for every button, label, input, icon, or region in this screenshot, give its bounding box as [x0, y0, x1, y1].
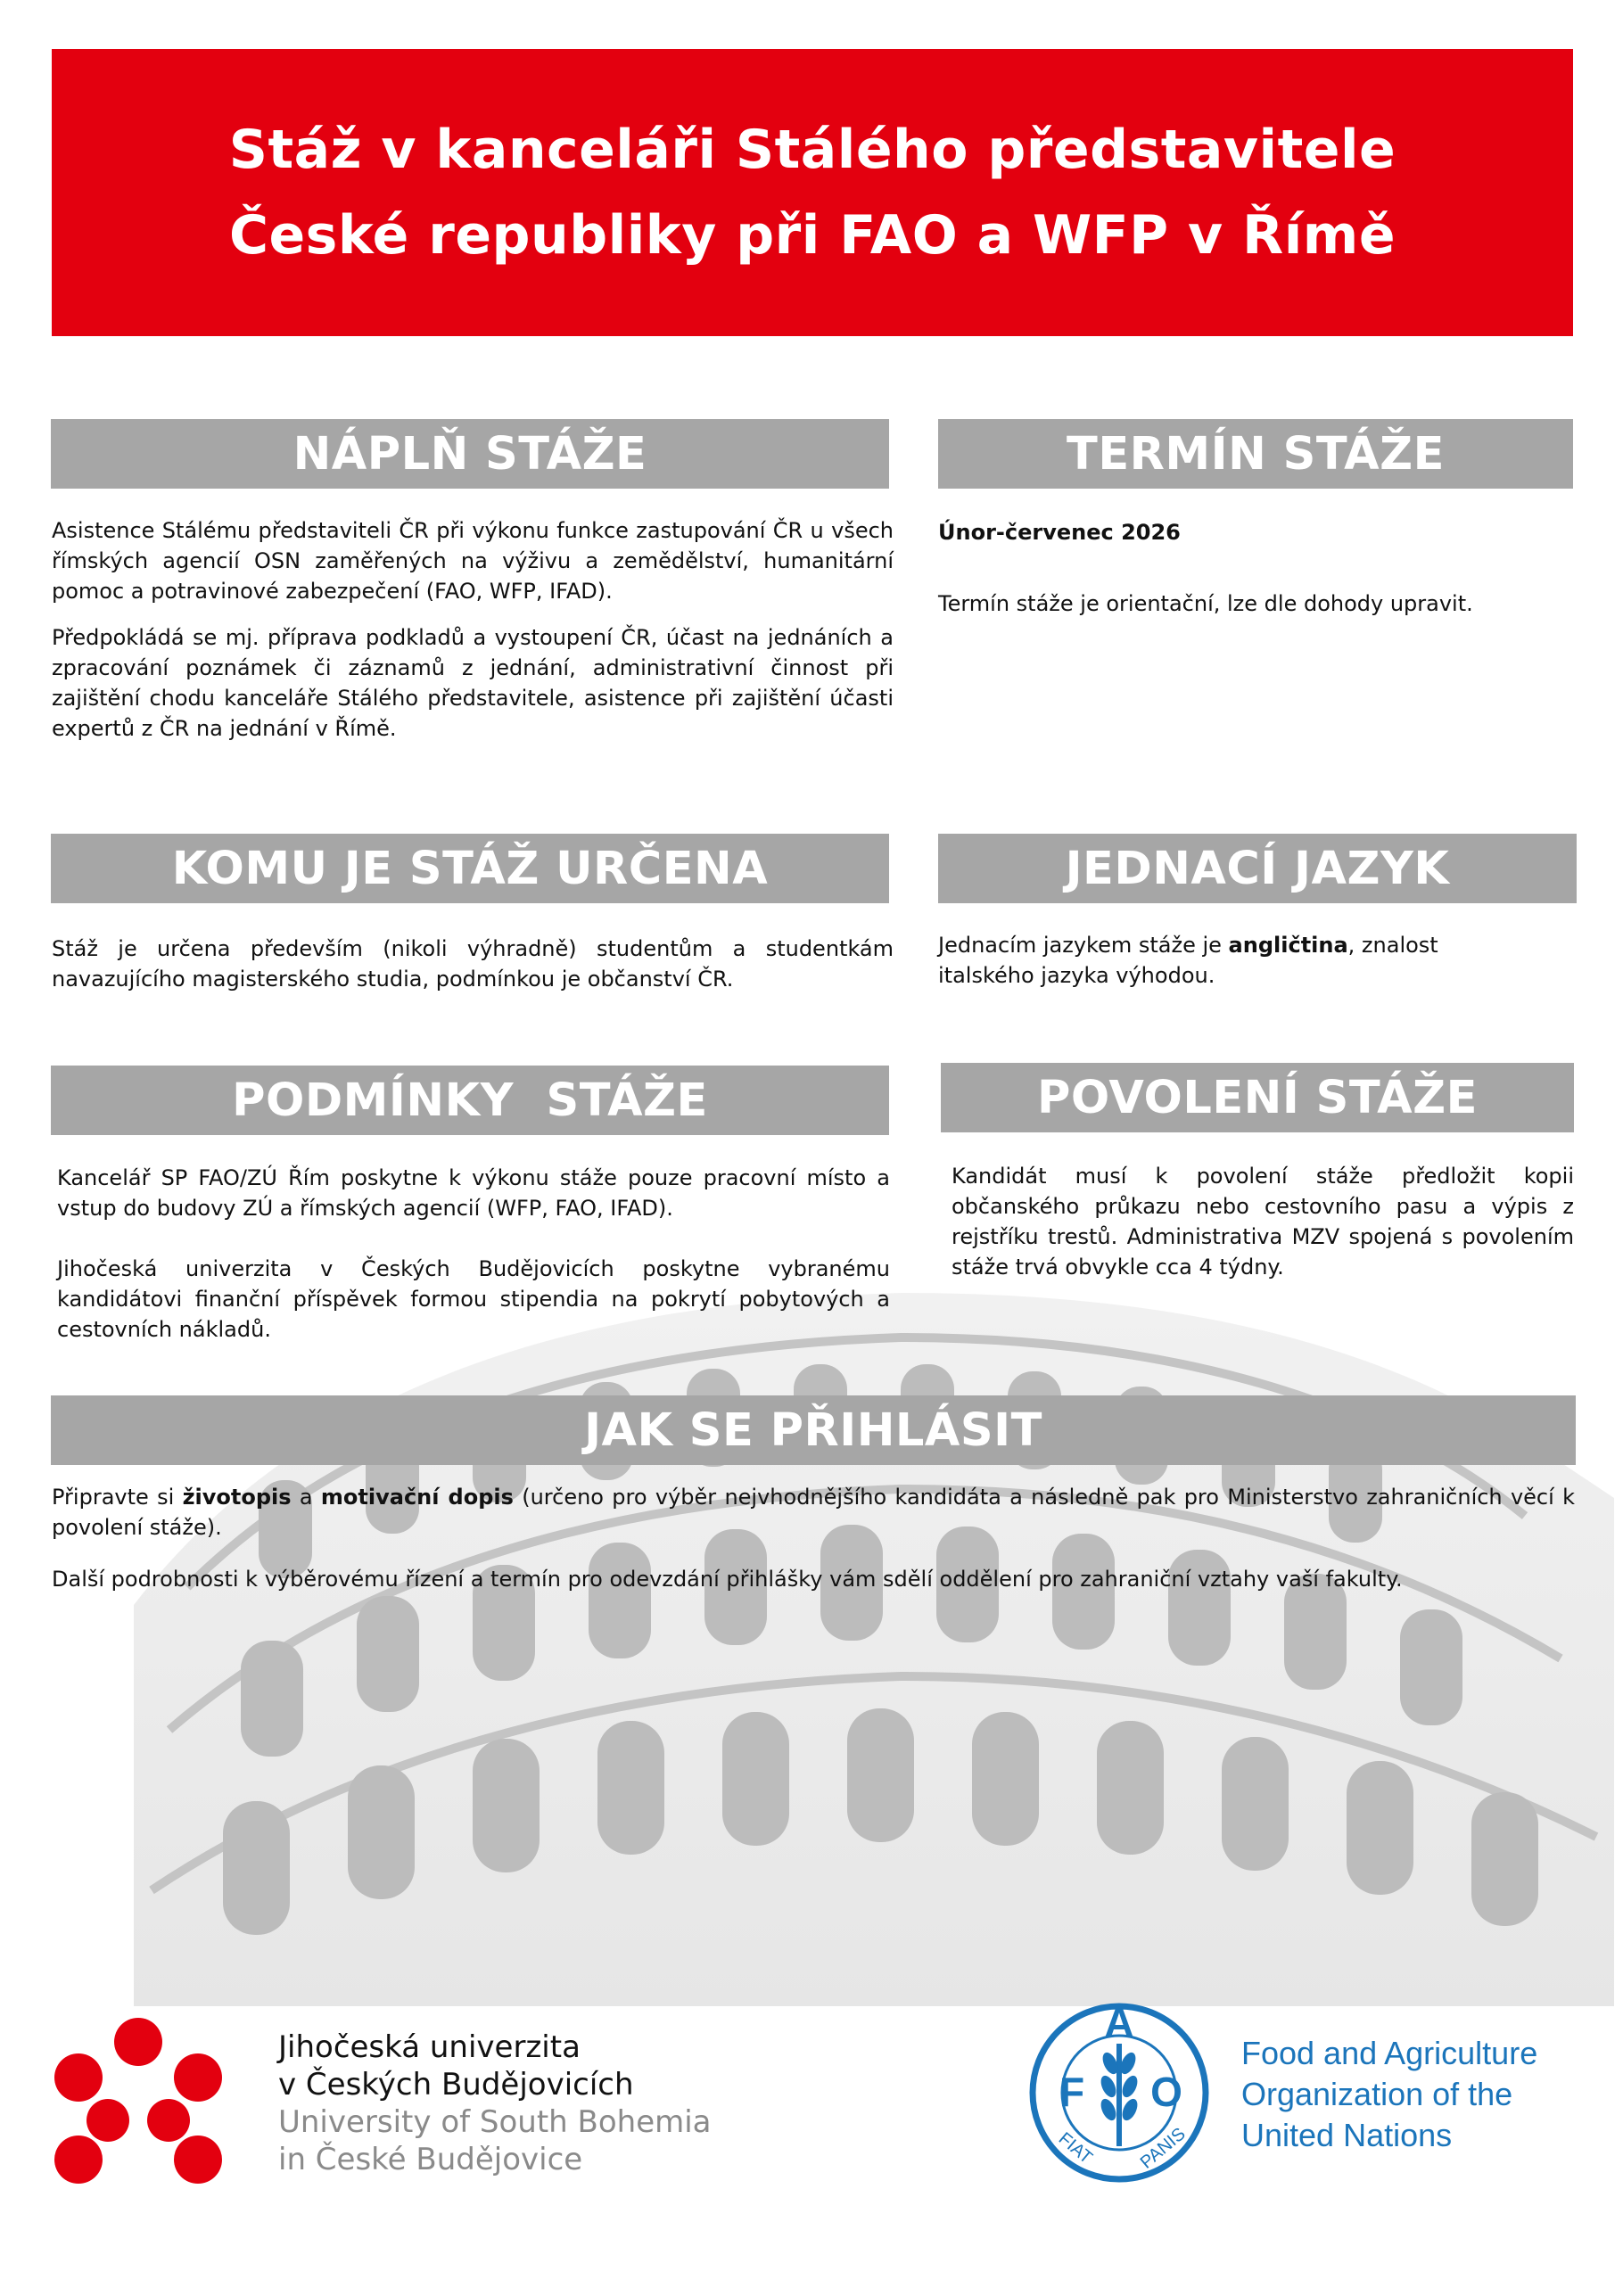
page-title — [229, 107, 1396, 278]
komu-paragraph-1: Stáž je určena především (nikoli výhradně) studentům a studentkám navazujícího magisterského studia, podmínkou je občanství ČR. — [52, 936, 894, 992]
jazyk-paragraph-1 — [938, 930, 1518, 991]
prihlasit-text-e: (určeno pro výběr nejvhodnějšího kandidáta a následně pak pro Ministerstvo zahraničních věcí k povolení stáže). — [52, 1485, 1575, 1540]
university-name-en-line2: in České Budějovice — [278, 2142, 583, 2177]
termin-note: Termín stáže je orientační, lze dle dohody upravit. — [938, 591, 1473, 616]
prihlasit-text — [52, 1482, 1575, 1610]
university-name-cz-line1: Jihočeská univerzita — [278, 2029, 581, 2065]
heading-komu-je-staz-urcena: KOMU JE STÁŽ URČENA — [51, 834, 889, 903]
termin-text — [938, 517, 1573, 635]
fao-logo-icon — [1026, 1990, 1213, 2195]
podminky-text — [57, 1163, 890, 1361]
podminky-paragraph-1: Kancelář SP FAO/ZÚ Řím poskytne k výkonu stáže pouze pracovní místo a vstup do budovy ZÚ a římských agencií (WFP, FAO, IFAD). — [57, 1165, 890, 1221]
heading-povoleni-staze: POVOLENÍ STÁŽE — [941, 1063, 1574, 1132]
fao-name-line3: United Nations — [1241, 2117, 1453, 2153]
povoleni-text — [952, 1161, 1574, 1298]
fao-motto-panis: PANIS — [1136, 2124, 1190, 2173]
termin-date: Únor-červenec 2026 — [938, 520, 1181, 545]
jazyk-language: angličtina — [1228, 933, 1348, 958]
prihlasit-cv: životopis — [182, 1485, 292, 1510]
povoleni-paragraph-1: Kandidát musí k povolení stáže předložit kopii občanského průkazu nebo cestovního pasu a výpis z rejstříku trestů. Administrativa MZV spojená s povolením stáže trvá obvykle cca 4 týdny. — [952, 1164, 1574, 1280]
napln-paragraph-1: Asistence Stálému představiteli ČR při výkonu funkce zastupování ČR u všech římských agencií OSN zaměřených na výživu a zemědělství, humanitární pomoc a potravinové zabezpečení (FAO, WFP, IFAD). — [52, 518, 894, 604]
university-name-cz-line2: v Českých Budějovicích — [278, 2067, 634, 2103]
prihlasit-paragraph-2: Další podrobnosti k výběrovému řízení a termín pro odevzdání přihlášky vám sdělí oddělení pro zahraniční vztahy vaší fakulty. — [52, 1567, 1403, 1592]
fao-logo-letter-f: F — [1059, 2069, 1085, 2115]
fao-name-line1: Food and Agriculture — [1241, 2035, 1538, 2071]
fao-logo-letter-o: O — [1150, 2069, 1182, 2115]
title-line-2: České republiky při FAO a WFP v Římě — [228, 204, 1396, 267]
heading-jak-se-prihlasit: JAK SE PŘIHLÁSIT — [51, 1395, 1576, 1465]
fao-logo-letter-a: A — [1104, 1999, 1134, 2045]
prihlasit-paragraph-1 — [52, 1482, 1575, 1543]
prihlasit-text-a: Připravte si — [52, 1485, 183, 1510]
title-line-1: Stáž v kanceláři Stálého představitele — [228, 119, 1396, 181]
fao-motto-fiat: FIAT — [1054, 2128, 1096, 2168]
heading-napln-staze: NÁPLŇ STÁŽE — [51, 419, 889, 489]
heading-jednaci-jazyk: JEDNACÍ JAZYK — [938, 834, 1577, 903]
jazyk-text-after: , znalost italského jazyka výhodou. — [938, 933, 1438, 988]
prihlasit-motivation-letter: motivační dopis — [320, 1485, 514, 1510]
jazyk-text-before: Jednacím jazykem stáže je — [938, 933, 1229, 958]
title-banner — [52, 49, 1573, 336]
heading-podminky-staze: PODMÍNKY STÁŽE — [51, 1066, 889, 1135]
colosseum-watermark — [134, 1266, 1614, 2006]
university-name-en-line1: University of South Bohemia — [278, 2104, 712, 2140]
university-logo-icon — [49, 2017, 227, 2195]
napln-text — [52, 515, 894, 760]
heading-termin-staze: TERMÍN STÁŽE — [938, 419, 1573, 489]
fao-name-line2: Organization of the — [1241, 2076, 1513, 2112]
prihlasit-text-c: a — [291, 1485, 321, 1510]
jazyk-text — [938, 930, 1518, 1007]
komu-text — [52, 934, 894, 1010]
podminky-paragraph-2: Jihočeská univerzita v Českých Budějovicích poskytne vybranému kandidátovi finanční příspěvek formou stipendia na pokrytí pobytových a cestovních nákladů. — [57, 1256, 890, 1342]
napln-paragraph-2: Předpokládá se mj. příprava podkladů a vystoupení ČR, účast na jednáních a zpracování poznámek či záznamů z jednání, administrativní činnost při zajištění chodu kanceláře Stálého představitele, asistence při zajištění účasti expertů z ČR na jednání v Římě. — [52, 625, 894, 741]
